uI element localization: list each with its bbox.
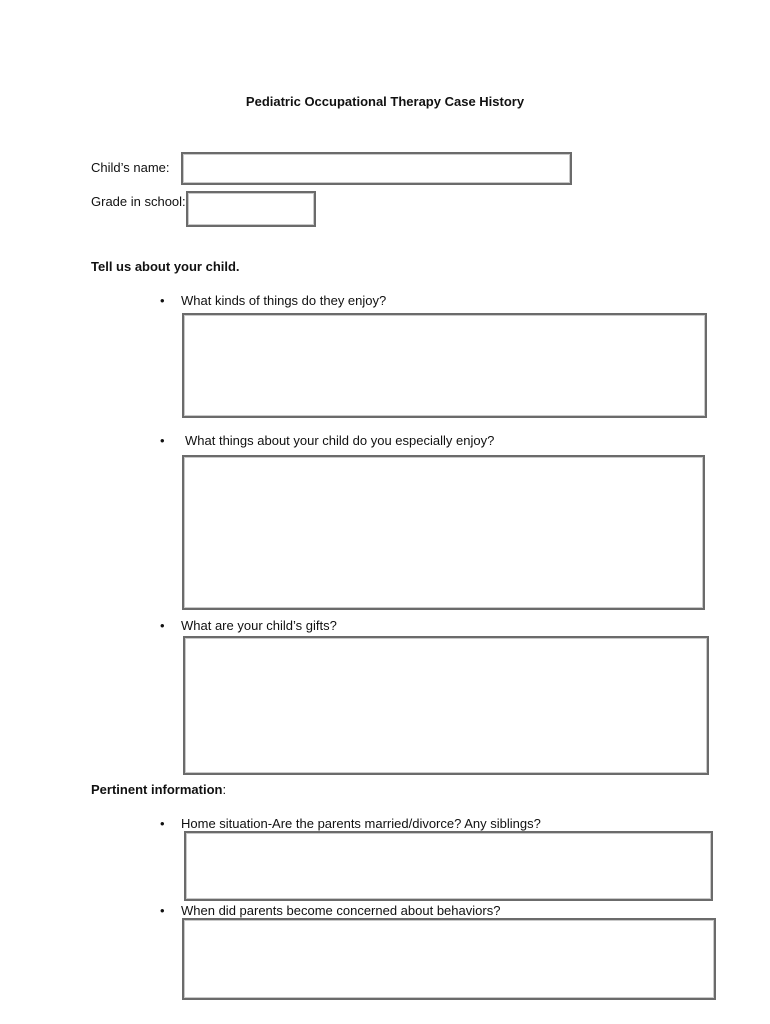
question-concerned	[160, 903, 501, 918]
answer-concerned-field[interactable]	[182, 918, 716, 1000]
section-heading-pertinent	[91, 782, 226, 797]
section-heading-about-child: Tell us about your child.	[91, 259, 240, 274]
question-gifts-text: What are your child’s gifts?	[181, 618, 337, 633]
bullet-icon: •	[160, 816, 165, 831]
grade-field[interactable]	[186, 191, 316, 227]
childs-name-field[interactable]	[181, 152, 572, 185]
answer-gifts-field[interactable]	[183, 636, 709, 775]
question-home-situation	[160, 816, 541, 831]
question-especially-enjoy-text: What things about your child do you especially enjoy?	[185, 433, 495, 448]
section-heading-colon: :	[222, 782, 227, 797]
answer-especially-enjoy-field[interactable]	[182, 455, 705, 610]
question-especially-enjoy	[160, 433, 495, 448]
bullet-icon: •	[160, 618, 165, 633]
grade-label: Grade in school:	[91, 194, 186, 209]
question-enjoy-text: What kinds of things do they enjoy?	[181, 293, 387, 308]
question-concerned-text: When did parents become concerned about behaviors?	[181, 903, 501, 918]
question-gifts	[160, 618, 337, 633]
question-home-situation-text: Home situation-Are the parents married/divorce? Any siblings?	[181, 816, 541, 831]
bullet-icon: •	[160, 293, 165, 308]
question-enjoy	[160, 293, 387, 308]
bullet-icon: •	[160, 903, 165, 918]
answer-home-situation-field[interactable]	[184, 831, 713, 901]
bullet-icon: •	[160, 433, 165, 448]
page-title: Pediatric Occupational Therapy Case History	[245, 94, 525, 109]
answer-enjoy-field[interactable]	[182, 313, 707, 418]
section-heading-pertinent-text: Pertinent information	[91, 782, 223, 797]
childs-name-label: Child’s name:	[91, 160, 170, 175]
